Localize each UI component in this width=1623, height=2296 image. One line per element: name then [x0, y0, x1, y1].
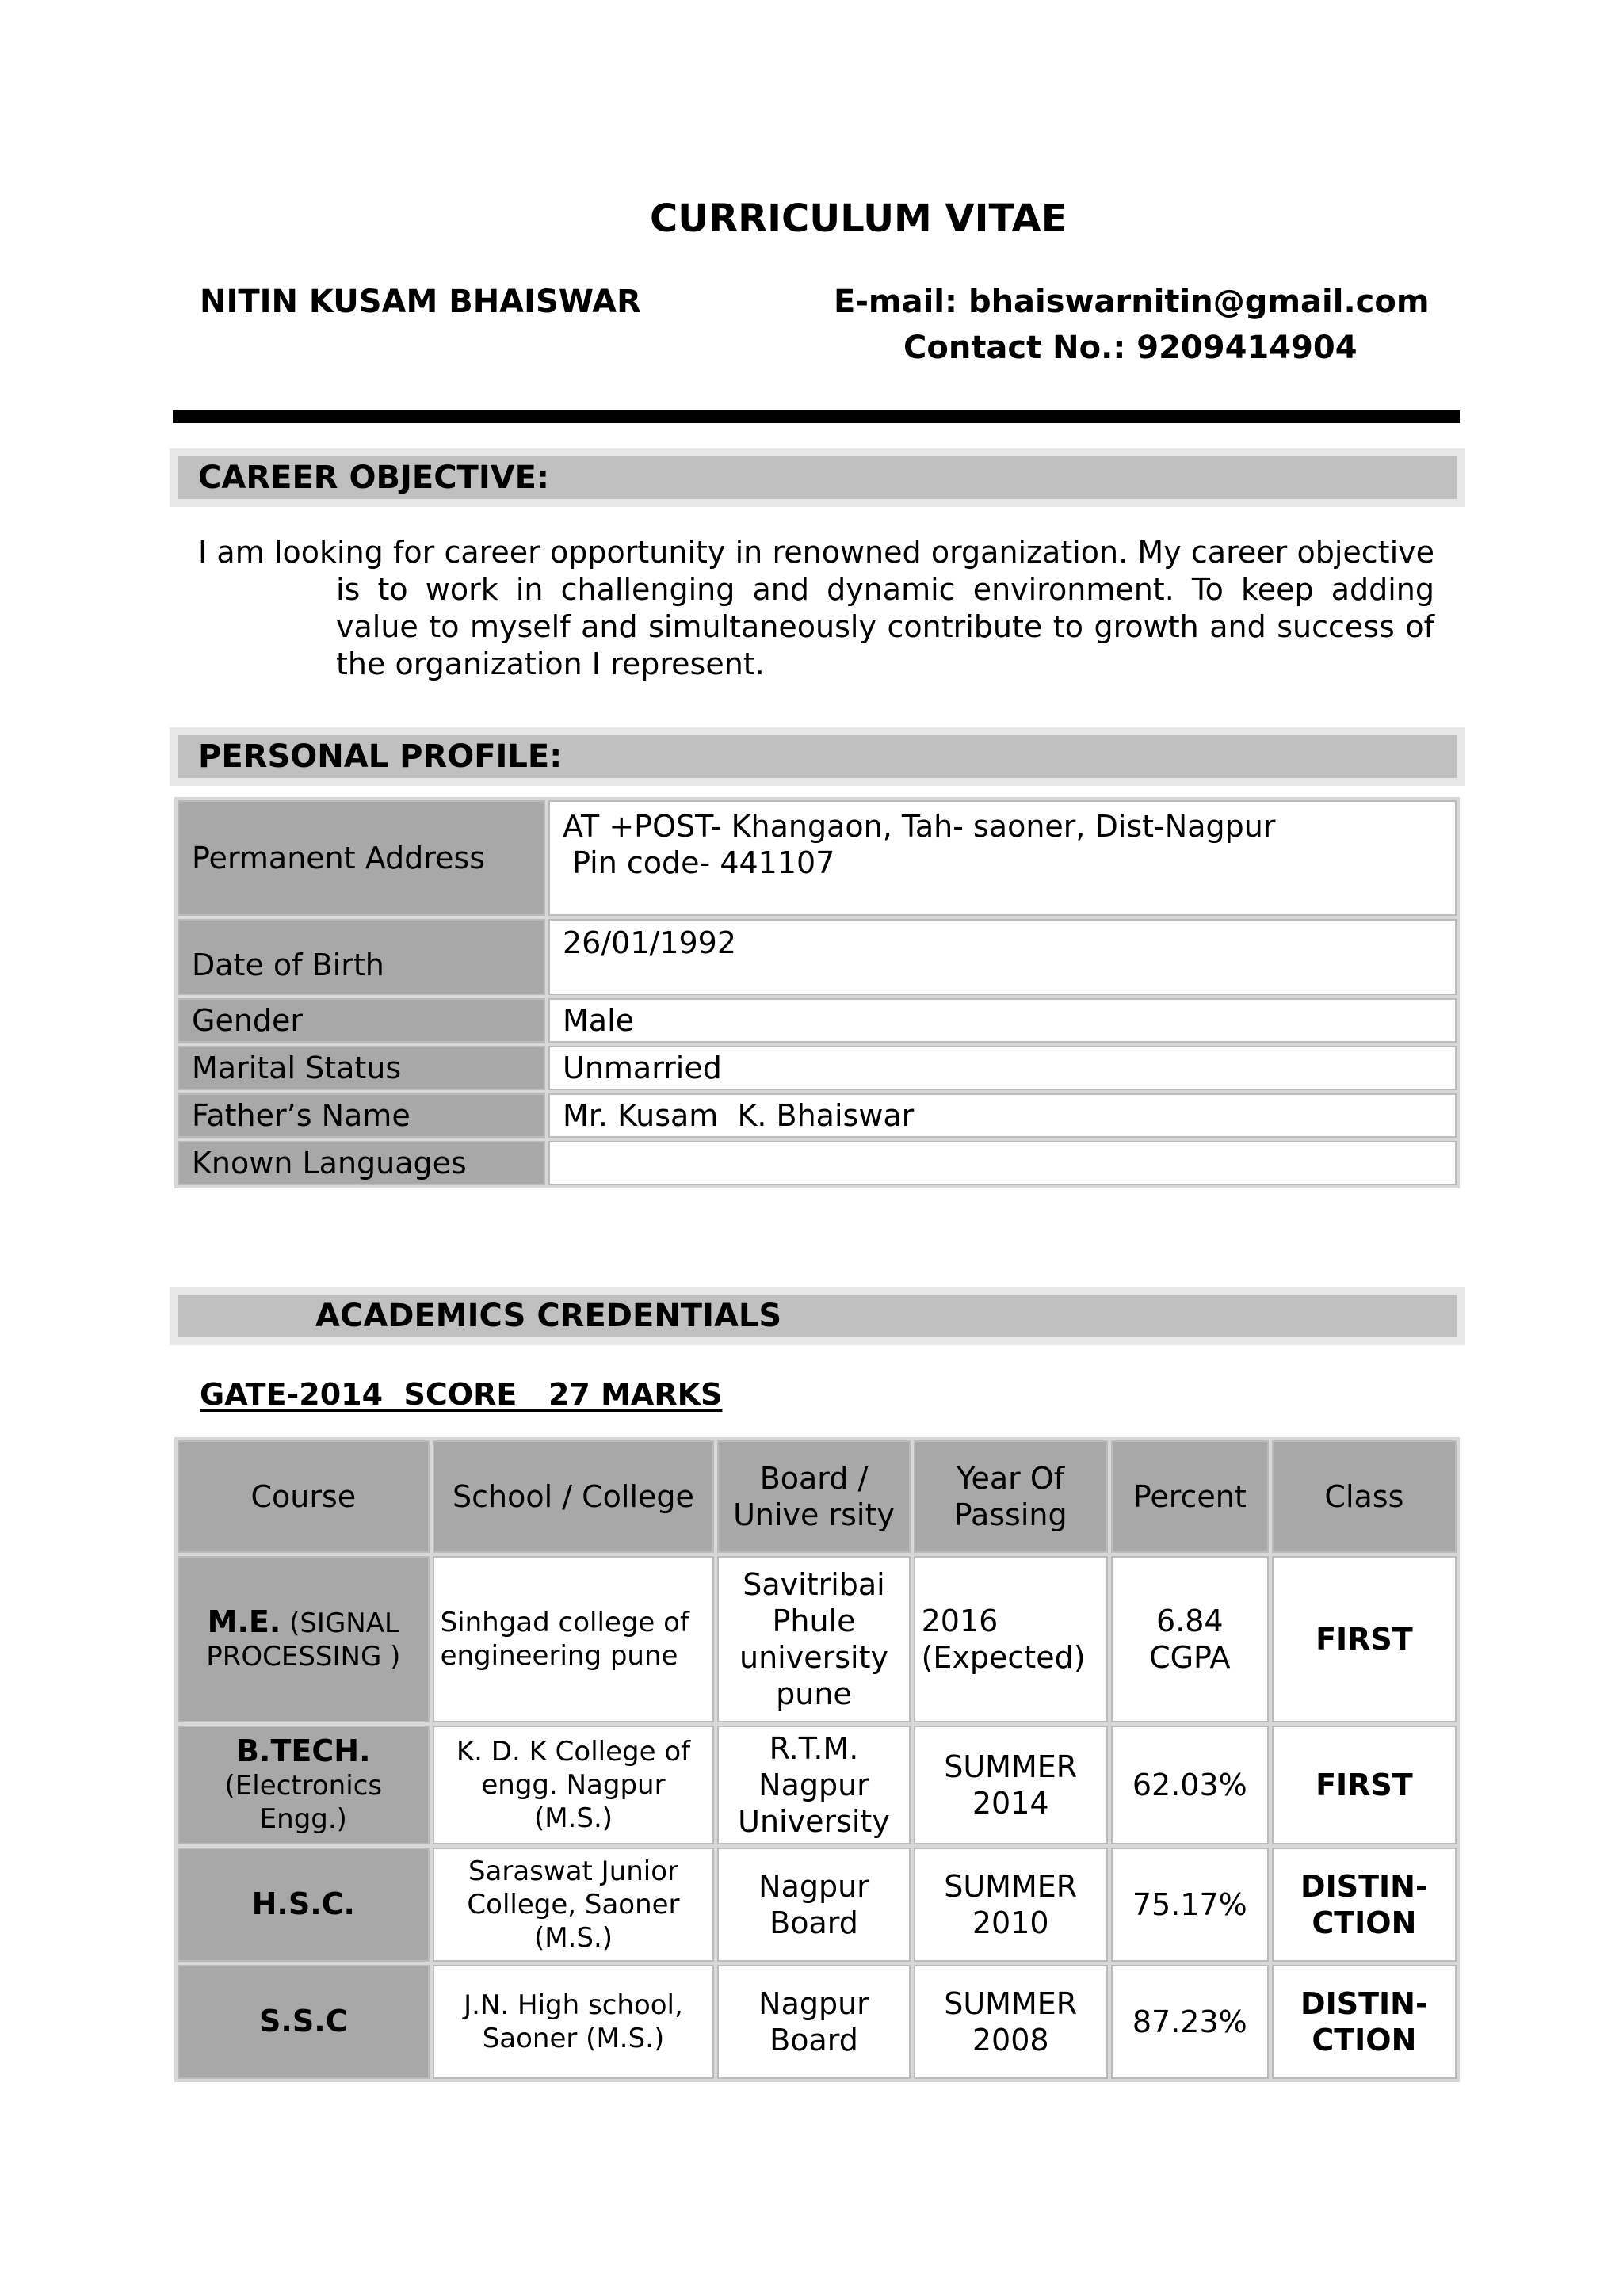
contact-number: Contact No.: 9209414904: [903, 330, 1358, 366]
header-class: Class: [1272, 1440, 1457, 1553]
header-year: Year Of Passing: [914, 1440, 1108, 1553]
course-cell: [178, 1556, 430, 1722]
year-cell: 2016 (Expected): [914, 1556, 1108, 1722]
candidate-name: NITIN KUSAM BHAISWAR: [200, 284, 641, 320]
address-line-1: AT +POST- Khangaon, Tah- saoner, Dist-Nagpur: [563, 809, 1276, 844]
profile-value: [548, 800, 1457, 916]
header-rule: [173, 410, 1460, 423]
gate-score: GATE-2014 SCORE 27 MARKS: [200, 1377, 723, 1412]
percent-cell: 6.84 CGPA: [1111, 1556, 1269, 1722]
header-percent: Percent: [1111, 1440, 1269, 1553]
year-cell: SUMMER 2008: [914, 1965, 1108, 2079]
career-objective-bar: [170, 448, 1465, 507]
profile-label: Gender: [178, 998, 545, 1043]
profile-row-address: [178, 800, 1457, 916]
profile-value: Mr. Kusam K. Bhaiswar: [548, 1093, 1457, 1138]
profile-row-father: [178, 1093, 1457, 1138]
academics-heading: ACADEMICS CREDENTIALS: [315, 1298, 782, 1334]
profile-label: Father’s Name: [178, 1093, 545, 1138]
course-detail: (Electronics Engg.): [224, 1770, 383, 1835]
class-cell: [1272, 1848, 1457, 1962]
profile-value: [548, 1141, 1457, 1185]
course-name: B.TECH.: [236, 1733, 371, 1768]
course-cell: [178, 1848, 430, 1962]
profile-row-marital: [178, 1046, 1457, 1090]
course-cell: [178, 1965, 430, 2079]
table-row: [178, 1848, 1457, 1962]
header-school: School / College: [433, 1440, 715, 1553]
profile-row-gender: [178, 998, 1457, 1043]
class-cell: [1272, 1965, 1457, 2079]
academics-table: [174, 1437, 1460, 2082]
profile-label: Permanent Address: [178, 800, 545, 916]
board-cell: Nagpur Board: [717, 1965, 910, 2079]
class-cell: FIRST: [1272, 1556, 1457, 1722]
document-title: CURRICULUM VITAE: [650, 196, 1067, 241]
career-objective-text: I am looking for career opportunity in renowned organization. My career objective is to work in challenging and dynamic environment. To keep adding value to myself and simultaneously contribute to growth and success of the organization I represent.: [198, 535, 1434, 681]
personal-profile-bar: [170, 727, 1465, 786]
class-value: DISTIN- CTION: [1300, 1986, 1428, 2058]
career-objective-heading: CAREER OBJECTIVE:: [198, 460, 549, 496]
course-detail: (SIGNAL PROCESSING ): [206, 1608, 408, 1672]
header-course: Course: [178, 1440, 430, 1553]
percent-cell: 75.17%: [1111, 1848, 1269, 1962]
course-name: H.S.C.: [251, 1886, 355, 1921]
board-cell: R.T.M. Nagpur University: [717, 1726, 910, 1844]
profile-value: Male: [548, 998, 1457, 1043]
address-line-2: Pin code- 441107: [563, 845, 835, 880]
profile-label: Marital Status: [178, 1046, 545, 1090]
percent-cell: 62.03%: [1111, 1726, 1269, 1844]
header-board: Board / Unive rsity: [717, 1440, 910, 1553]
profile-value: Unmarried: [548, 1046, 1457, 1090]
school-cell: Sinhgad college of engineering pune: [433, 1556, 715, 1722]
table-row: [178, 1726, 1457, 1844]
percent-cell: 87.23%: [1111, 1965, 1269, 2079]
profile-row-dob: [178, 919, 1457, 995]
school-cell: Saraswat Junior College, Saoner (M.S.): [433, 1848, 715, 1962]
personal-profile-heading: PERSONAL PROFILE:: [198, 738, 563, 775]
course-name: S.S.C: [259, 2004, 348, 2039]
class-cell: FIRST: [1272, 1726, 1457, 1844]
email: E-mail: bhaiswarnitin@gmail.com: [834, 284, 1430, 320]
class-value: DISTIN- CTION: [1300, 1869, 1428, 1940]
course-name: M.E.: [207, 1604, 281, 1639]
table-header-row: [178, 1440, 1457, 1553]
profile-row-languages: [178, 1141, 1457, 1185]
table-row: [178, 1965, 1457, 2079]
course-cell: [178, 1726, 430, 1844]
profile-label: Date of Birth: [178, 919, 545, 995]
personal-profile-table: [174, 797, 1460, 1188]
profile-value: 26/01/1992: [548, 919, 1457, 995]
year-cell: SUMMER 2010: [914, 1848, 1108, 1962]
profile-label: Known Languages: [178, 1141, 545, 1185]
school-cell: J.N. High school, Saoner (M.S.): [433, 1965, 715, 2079]
table-row: [178, 1556, 1457, 1722]
board-cell: Nagpur Board: [717, 1848, 910, 1962]
school-cell: K. D. K College of engg. Nagpur (M.S.): [433, 1726, 715, 1844]
academics-bar: [170, 1287, 1465, 1345]
year-cell: SUMMER 2014: [914, 1726, 1108, 1844]
board-cell: Savitribai Phule university pune: [717, 1556, 910, 1722]
